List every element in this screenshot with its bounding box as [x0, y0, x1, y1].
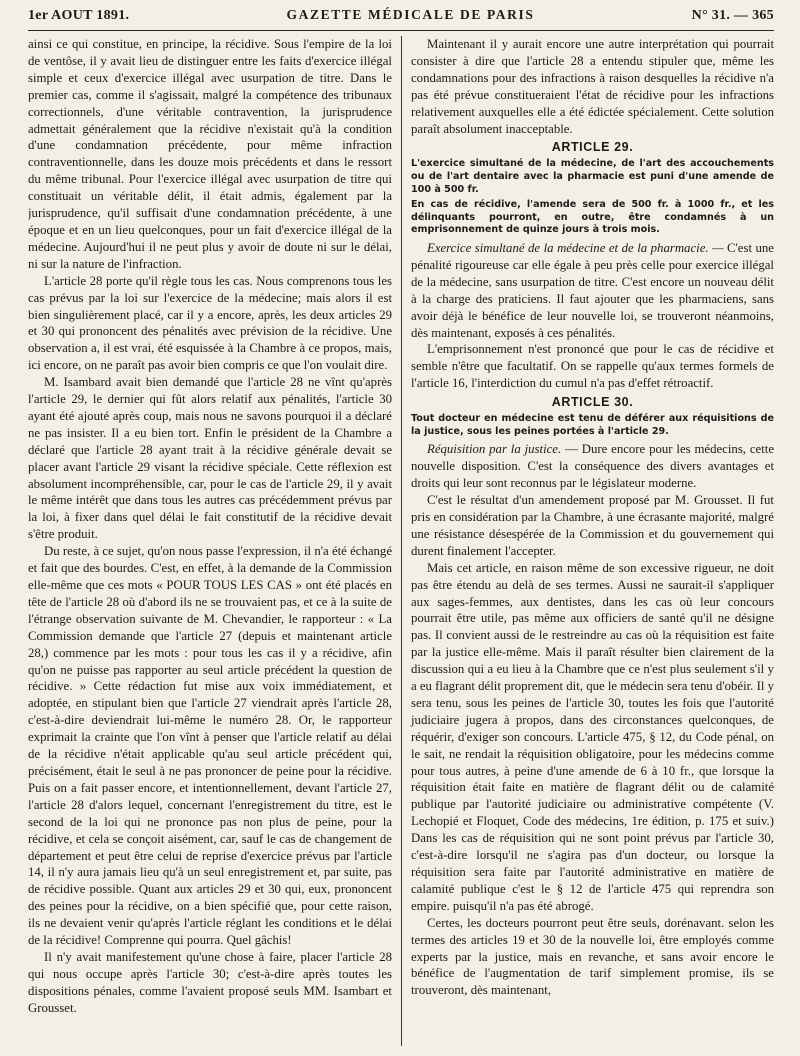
masthead — [28, 0, 774, 31]
paragraph: Certes, les docteurs pourront peut être seuls, dorénavant. selon les termes des articles 19 et 30 de la nouvelle loi, être employés comme experts par la justice, mais en revanche, et sans avoir encore le bénéfice de l'augmentation de tarif simplement promise, ils se trouveront, dès maintenant, — [411, 915, 774, 998]
article-30-heading: ARTICLE 30. — [551, 395, 634, 410]
issue-page-number: N° 31. — 365 — [691, 8, 774, 23]
paragraph: ainsi ce qui constitue, en principe, la récidive. Sous l'empire de la loi de ventôse, il y avait lieu de distinguer entre les faits d'exercice illégal simple et ceux d'exercice illégal avec usurpation de titre. Dans le premier cas, comme il s'agissait, malgré la compétence des tribunaux correctionnels, d'une véritable contravention, la jurisprudence admettait généralement que la récidive n'existait qu'à la condition d'une condamnation précédente, pour même infraction contraventionnelle, dans les douze mois précédents et dans le ressort du même tribunal. Pour l'exercice illégal avec usurpation de titre qui constituait un véritable délit, il était admis, également par la jurisprudence, qu'il suffisait d'une condamnation précédente, à une époque et en un lieu quelconques, pour un fait d'exercice illégal de la médecine. Aujourd'hui il ne peut plus y avoir de doute ni sur le délai, ni sur la nature de l'infraction. — [28, 37, 392, 271]
paragraph — [411, 441, 774, 492]
text-columns — [28, 36, 774, 1046]
paragraph — [411, 240, 774, 341]
paragraph: Mais cet article, en raison même de son excessive rigueur, ne doit pas être étendu au delà de ses termes. Aussi ne saurait-il s'appliquer aux sages-femmes, aux dentistes, dans les cas où leur concours pourrait être utile, pas même aux officiers de santé qu'il ne désigne pas. Il convient aussi de le restreindre au cas où la réquisition est faite par la justice elle-même. Mais il paraît résulter bien clairement de la discussion qui a eu lieu à la Chambre que ce n'est plus seulement s'il y a eu flagrant délit proprement dit, que le médecin sera tenu d'obéir. Il y sera tenu, sous les peines de l'article 30, toutes les fois que l'autorité judiciaire jugera à propos, dans des circonstances quelconques, de réquérir, d'exiger son concours. L'article 475, § 12, du Code pénal, on le sait, ne rendait la réquisition obligatoire, pour les médecins comme pour tous autres, à peine d'une amende de 6 à 10 fr., que lorsque la réquisition était faite en matière de flagrant délit ou de calamité publique par l'autorité judiciaire ou administrative compétente (V. Lechopié et Floquet, Code des médecins, 1re édition, p. 175 et suiv.) Dans les cas de réquisition qui ne sont point prévus par l'article 30, c'est-à-dire lorsqu'il ne s'agira pas d'un docteur, ou lorsque la réquisition sera faite par l'autorité administrative en matière de calamité publique c'est le § 12 de l'article 475 qui reprendra son empire. puisqu'il n'a pas été abrogé. — [411, 560, 774, 913]
paragraph: Il n'y avait manifestement qu'une chose à faire, placer l'article 28 qui nous occupe après l'article 30; c'est-à-dire après toutes les dispositions pénales, comme l'avaient proposé seuls MM. Isambart et Grousset. — [28, 949, 392, 1015]
paragraph-text: — Dure encore pour les médecins, cette nouvelle disposition. C'est la conséquence des divers avantages et droits qui leur sont reconnus par le législateur moderne. — [411, 442, 774, 491]
article-29-text: En cas de récidive, l'amende sera de 500 fr. à 1000 fr., et les délinquants pourront, en outre, être condamnés à un emprisonnement de quinze jours à trois mois. — [411, 199, 774, 236]
section-lead: Réquisition par la justice. — [427, 442, 562, 457]
paragraph: L'article 28 porte qu'il règle tous les cas. Nous comprenons tous les cas prévus par la loi sur l'exercice de la médecine; mais alors il est bien singulièrement placé, car il y a encore, après, les deux articles 29 et 30 qui prononcent des pénalités avec prévision de la récidive. Une observation a, il est vrai, été esquissée à la Chambre à ce propos, mais, ici encore, on ne paraît pas avoir bien compris ce que l'on voulait dire. — [28, 273, 392, 373]
paragraph: L'emprisonnement n'est prononcé que pour le cas de récidive et semble n'être que facultatif. On se rappelle qu'aux termes formels de l'article 16, l'interdiction du cumul n'a pas d'effet rétroactif. — [411, 342, 774, 391]
paragraph: M. Isambard avait bien demandé que l'article 28 ne vînt qu'après l'article 29, le dernier qui fût alors relatif aux pénalités, l'article 30 ayant été ajouté après coup, mais nous ne savons pourquoi il a déclaré ne pas insister. Il a eu bien tort. Enfin le président de la Chambre a déclaré que l'article 28 ayant trait à la récidive générale devait se placer avant l'article 29 visant la récidive spéciale. Cette réflexion est absolument incompréhensible, car, pour le cas de l'article 29, il y avait le même intérêt que dans tous les autres cas précédemment prévus par la loi, à fixer dans quel délai le fait constitutif de la récidive devait s'être produit. — [28, 375, 392, 542]
paragraph: Du reste, à ce sujet, qu'on nous passe l'expression, il n'a été échangé et fait que des bourdes. C'est, en effet, à la demande de la Commission elle-même que ces mots « POUR TOUS LES CAS » ont été placés en tête de l'article 28 où d'abord ils ne se trouvaient pas, et ce à la suite de l'étrange observation suivante de M. Chevandier, le rapporteur : « La Commission demande que l'article 27 (depuis et maintenant article 28,) commence par les mots : pour tous les cas il y a récidive, afin qu'on ne puisse pas rapporter au seul article précédent la question de récidive. » Cette rédaction fut mise aux voix immédiatement, et adoptée, en stipulant bien que l'article 27 viendrait après l'article 28, c'est-à-dire deviendrait lui-même le numéro 28. Or, le rapporteur exprimait la crainte que l'on vînt à penser que l'article relatif au délai de la récidive n'était applicable qu'au seul article précédent qui, précisément, était le seul à ne pas prononcer de peine pour la récidive. Puis on a fait passer encore, et intentionnellement, devant l'article 27, l'article 28 d'alors lequel, concernant l'enregistrement du titre, est le second de la loi qui ne prononce pas non plus de peine, pour la récidive, et cela se conçoit aisément, car, sauf le cas de changement de département et peut être celui de reprise d'exercice prévus par l'article 14, il n'y aura jamais lieu qu'à un seul enregistrement et, par suite, pas de récidive possible. Quant aux articles 29 et 30 qui, eux, prononcent des peines pour la récidive, on a bien spécifié que, pour cette raison, ils ne devaient venir qu'après l'article réglant les conditions et le délai de la récidive! Comprenne qui pourra. Quel gâchis! — [28, 544, 392, 948]
paragraph: C'est le résultat d'un amendement proposé par M. Grousset. Il fut pris en considération par la Chambre, à une écrasante majorité, malgré une résistance désespérée de la Commission et du gouvernement qui durent finalement l'accepter. — [411, 493, 774, 558]
column-divider — [401, 36, 402, 1046]
left-column — [28, 36, 401, 1046]
paragraph: Maintenant il y aurait encore une autre interprétation qui pourrait consister à dire que l'article 28 a entendu stipuler que, même les condamnations pour des infractions à raison desquelles la récidive n'a pas été prévue constitueraient l'état de récidive pour les infractions relativement auxquelles elle a été édictée spécialement. Cette solution paraît absolument inacceptable. — [411, 37, 774, 136]
article-29-heading: ARTICLE 29. — [551, 140, 634, 155]
article-30-text: Tout docteur en médecine est tenu de déférer aux réquisitions de la justice, sous les peines portées à l'article 29. — [411, 413, 774, 437]
article-29-text: L'exercice simultané de la médecine, de l'art des accouchements ou de l'art dentaire avec la pharmacie est puni d'une amende de 100 à 500 fr. — [411, 158, 774, 195]
section-lead: Exercice simultané de la médecine et de la pharmacie. — — [427, 241, 724, 255]
right-column — [401, 36, 774, 1046]
paragraph-text: C'est une pénalité rigoureuse car elle égale à peu près celle pour exercice illégal de la médecine, sans usurpation de titre. C'est encore un nouveau délit à la charge des praticiens. Il faut ajouter que les pharmaciens, sans avoir déjà le bénéfice de leur nouvelle loi, se trouveront néanmoins, dès maintenant, exposés à ces pénalités. — [411, 241, 774, 340]
issue-date: 1er AOUT 1891. — [28, 8, 130, 23]
journal-title: GAZETTE MÉDICALE DE PARIS — [286, 7, 535, 22]
